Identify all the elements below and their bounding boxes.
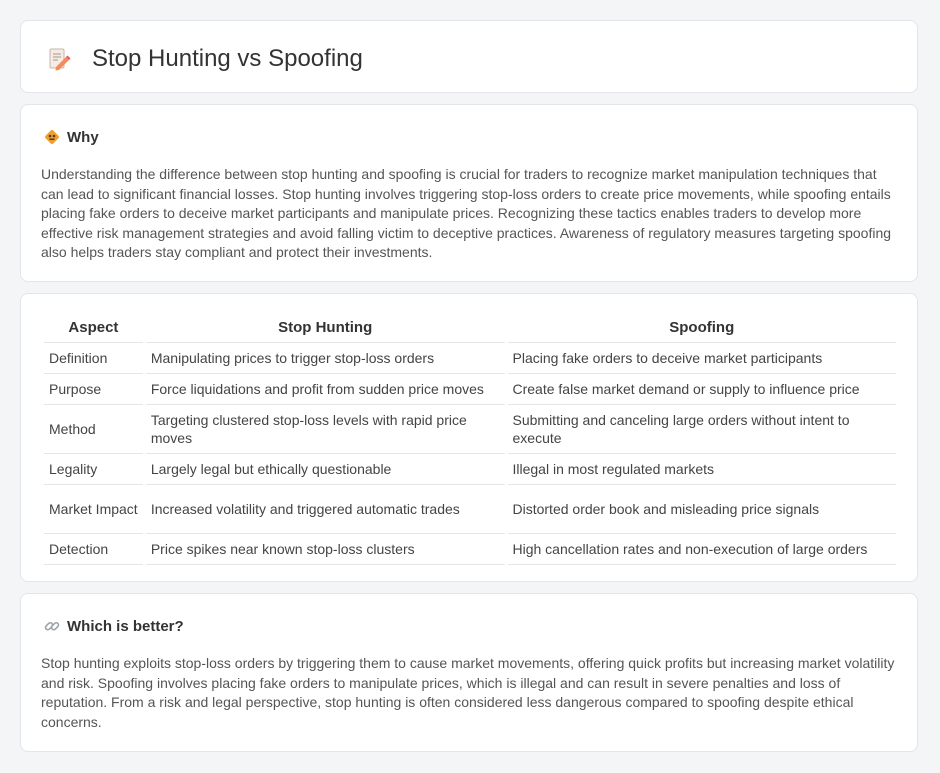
row-spoofing: Illegal in most regulated markets (508, 454, 897, 485)
table-row (44, 485, 896, 534)
row-aspect: Legality (44, 454, 143, 485)
row-spoofing: Create false market demand or supply to influence price (508, 374, 897, 405)
diamond-warning-icon (43, 128, 61, 146)
table-row (44, 374, 896, 405)
row-spoofing: Submitting and canceling large orders without intent to execute (508, 405, 897, 454)
table-row (44, 405, 896, 454)
row-stop-hunting: Force liquidations and profit from sudden price moves (146, 374, 505, 405)
header-spoofing: Spoofing (508, 313, 897, 343)
why-heading (43, 127, 99, 147)
row-spoofing: Placing fake orders to deceive market participants (508, 343, 897, 374)
why-text: Understanding the difference between stop hunting and spoofing is crucial for traders to recognize market manipulation techniques that can lead to significant financial losses. Stop hunting involves triggering stop-loss orders to create price movements, while spoofing entails placing fake orders to deceive market participants and manipulate prices. Recognizing these tactics enables traders to develop more effective risk management strategies and avoid falling victim to deceptive practices. Awareness of regulatory measures targeting spoofing also helps traders stay compliant and protect their investments. (41, 166, 892, 261)
comparison-table (41, 313, 899, 565)
document-pencil-icon (47, 47, 71, 71)
row-stop-hunting: Price spikes near known stop-loss clusters (146, 534, 505, 565)
header-aspect: Aspect (44, 313, 143, 343)
better-title: Which is better? (67, 617, 184, 635)
header-stop-hunting: Stop Hunting (146, 313, 505, 343)
comparison-card (20, 293, 918, 582)
row-stop-hunting: Increased volatility and triggered automatic trades (146, 485, 505, 534)
better-text: Stop hunting exploits stop-loss orders by triggering them to cause market movements, offering quick profits but increasing market volatility and risk. Spoofing involves placing fake orders to manipulate prices, which is illegal and can result in severe penalties and loss of reputation. From a risk and legal perspective, stop hunting is often considered less dangerous compared to spoofing despite ethical concerns. (41, 655, 895, 730)
row-stop-hunting: Targeting clustered stop-loss levels with rapid price moves (146, 405, 505, 454)
table-row (44, 534, 896, 565)
header-card (20, 20, 918, 93)
row-aspect: Purpose (44, 374, 143, 405)
row-aspect: Definition (44, 343, 143, 374)
better-heading (43, 616, 184, 636)
row-aspect: Method (44, 405, 143, 454)
why-section (20, 104, 918, 282)
page-title: Stop Hunting vs Spoofing (92, 45, 363, 72)
table-header-row (44, 313, 896, 343)
table-row (44, 343, 896, 374)
row-spoofing: Distorted order book and misleading price signals (508, 485, 897, 534)
row-stop-hunting: Largely legal but ethically questionable (146, 454, 505, 485)
row-aspect: Detection (44, 534, 143, 565)
row-aspect: Market Impact (44, 485, 143, 534)
row-stop-hunting: Manipulating prices to trigger stop-loss orders (146, 343, 505, 374)
row-spoofing: High cancellation rates and non-execution of large orders (508, 534, 897, 565)
link-icon (43, 617, 61, 635)
table-row (44, 454, 896, 485)
why-title: Why (67, 128, 99, 146)
which-is-better-section (20, 593, 918, 752)
